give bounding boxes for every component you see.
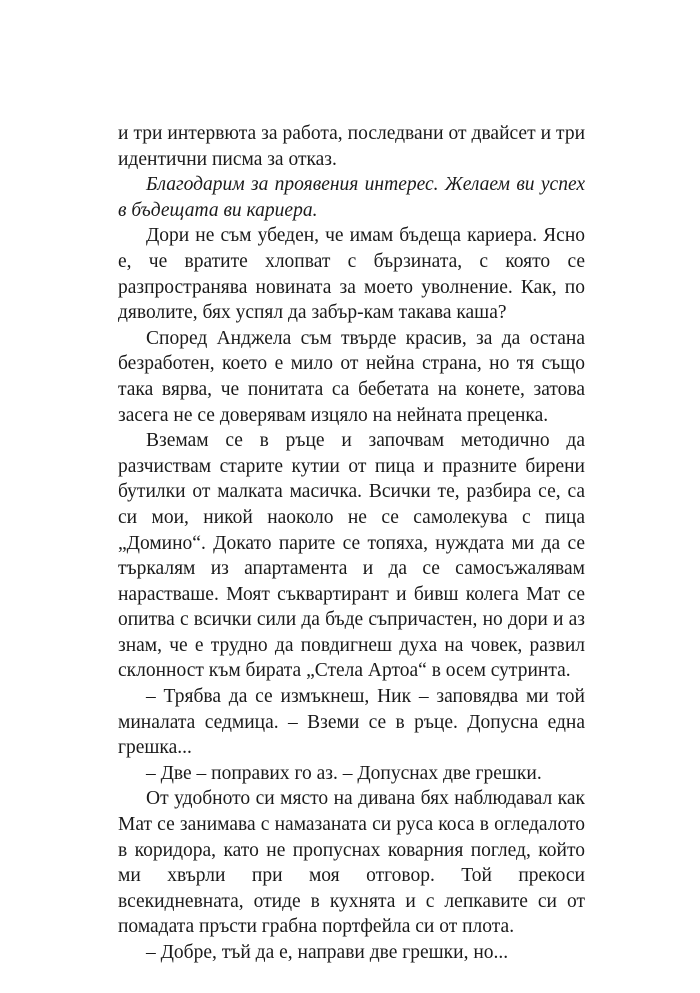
paragraph: – Трябва да се измъкнеш, Ник – заповядва ми той миналата седмица. – Вземи се в ръце. Допусна една грешка... [118,686,585,759]
paragraph: Дори не съм убеден, че имам бъдеща кариера. Ясно е, че вратите хлопват с бързината, с която се разпространява новината за моето уволнение. Как, по дяволите, бях успял да забър-кам такава каша? [118,225,585,324]
paragraph: Благодарим за проявения интерес. Желаем ви успех в бъдещата ви кариера. [118,174,585,221]
paragraph: Според Анджела съм твърде красив, за да остана безработен, което е мило от нейна страна, но тя също така вярва, че понитата са бебетата на конете, затова засега не се доверявам изцяло на нейната преценка. [118,327,585,426]
paragraph: – Добре, тъй да е, направи две грешки, но... [146,942,509,963]
paragraph: Вземам се в ръце и започвам методично да разчиствам старите кутии от пица и празните бирени бутилки от малката масичка. Всички те, разбира се, са си мои, никой наоколо не се самолекува с пица „Домино“. Докато парите се топяха, нуждата ми да се търкалям из апартамента и да се самосъжалявам нарастваше. Моят съквартирант и бивш колега Мат се опитва с всички сили да бъде съпричастен, но дори и аз знам, че е трудно да повдигнеш духа на човек, развил склонност към бирата „Стела Артоа“ в осем сутринта. [118,430,585,682]
paragraph: От удобното си място на дивана бях наблюдавал как Мат се занимава с намазаната си руса коса в огледалото в коридора, като не пропуснах коварния поглед, който ми хвърли при моя отговор. Той прекоси всекидневната, отиде в кухнята и с лепкавите си от помадата пръсти грабна портфейла си от плота. [118,788,585,938]
paragraph: и три интервюта за работа, последвани от двайсет и три идентични писма за отказ. [118,123,585,170]
body-text [118,121,585,966]
paragraph: – Две – поправих го аз. – Допуснах две грешки. [146,762,542,784]
